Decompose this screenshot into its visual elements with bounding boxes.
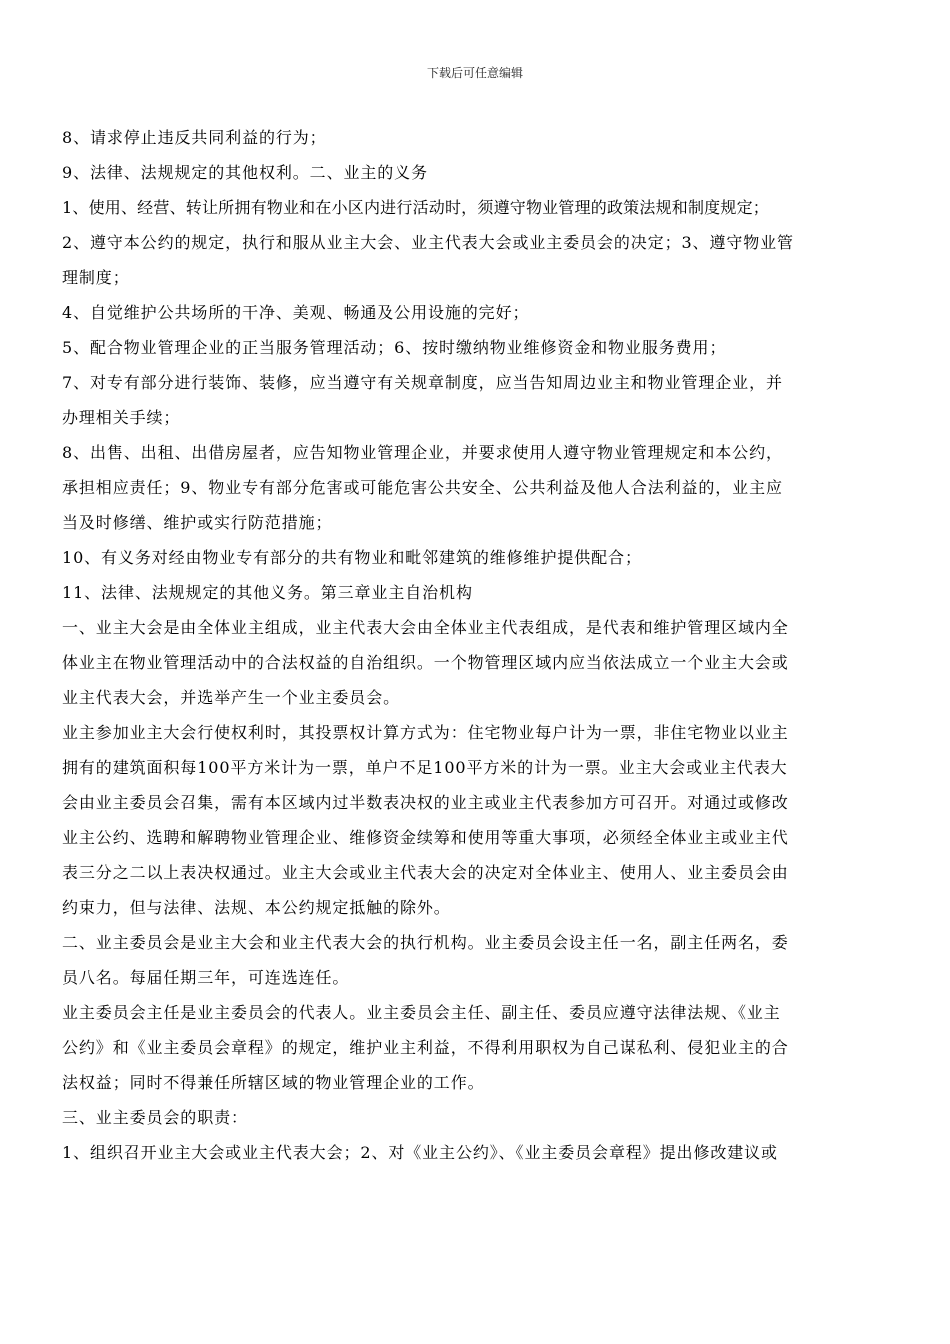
text-line: 承担相应责任；9、物业专有部分危害或可能危害公共安全、公共利益及他人合法利益的，业主应 [62,478,783,497]
text-line: 体业主在物业管理活动中的合法权益的自治组织。一个物管理区域内应当依法成立一个业主大会或 [62,653,789,672]
text-line: 员八名。每届任期三年，可连选连任。 [62,968,350,987]
text-line: 三、业主委员会的职责： [62,1108,248,1127]
text-line: 法权益；同时不得兼任所辖区域的物业管理企业的工作。 [62,1073,485,1092]
text-line: 7、对专有部分进行装饰、装修，应当遵守有关规章制度，应当告知周边业主和物业管理企业，并 [62,373,783,392]
text-line: 8、请求停止违反共同利益的行为； [62,128,327,147]
document-body [62,120,886,1170]
text-line: 约束力，但与法律、法规、本公约规定抵触的除外。 [62,898,451,917]
text-line: 8、出售、出租、出借房屋者，应告知物业管理企业，并要求使用人遵守物业管理规定和本公约， [62,443,783,462]
text-line: 2、遵守本公约的规定，执行和服从业主大会、业主代表大会或业主委员会的决定；3、遵守物业管 [62,233,794,252]
text-line: 11、法律、法规规定的其他义务。第三章业主自治机构 [62,583,473,602]
text-line: 一、业主大会是由全体业主组成，业主代表大会由全体业主代表组成，是代表和维护管理区域内全 [62,618,789,637]
text-line: 表三分之二以上表决权通过。业主大会或业主代表大会的决定对全体业主、使用人、业主委员会由 [62,863,789,882]
text-line: 公约》和《业主委员会章程》的规定，维护业主利益，不得利用职权为自己谋私利、侵犯业主的合 [62,1038,789,1057]
text-line: 当及时修缮、维护或实行防范措施； [62,513,333,532]
text-line: 业主公约、选聘和解聘物业管理企业、维修资金续筹和使用等重大事项，必须经全体业主或业主代 [62,828,789,847]
text-line: 5、配合物业管理企业的正当服务管理活动；6、按时缴纳物业维修资金和物业服务费用； [62,338,727,357]
text-line: 4、自觉维护公共场所的干净、美观、畅通及公用设施的完好； [62,303,530,322]
text-line: 业主委员会主任是业主委员会的代表人。业主委员会主任、副主任、委员应遵守法律法规、《业主 [62,1003,781,1022]
text-line: 1、使用、经营、转让所拥有物业和在小区内进行活动时，须遵守物业管理的政策法规和制度规定； [62,198,769,217]
text-line: 9、法律、法规规定的其他权利。二、业主的义务 [62,163,428,182]
page-header: 下载后可任意编辑 [426,66,523,80]
text-line: 业主代表大会，并选举产生一个业主委员会。 [62,688,401,707]
text-line: 理制度； [62,268,130,287]
text-line: 办理相关手续； [62,408,181,427]
text-line: 业主参加业主大会行使权利时，其投票权计算方式为：住宅物业每户计为一票，非住宅物业以业主 [62,723,789,742]
text-line: 会由业主委员会召集，需有本区域内过半数表决权的业主或业主代表参加方可召开。对通过或修改 [62,793,789,812]
text-line: 拥有的建筑面积每100平方米计为一票，单户不足100平方米的计为一票。业主大会或业主代表大 [62,758,788,777]
text-line: 1、组织召开业主大会或业主代表大会；2、对《业主公约》、《业主委员会章程》提出修改建议或 [62,1143,778,1162]
text-line: 二、业主委员会是业主大会和业主代表大会的执行机构。业主委员会设主任一名，副主任两名，委 [62,933,789,952]
text-line: 10、有义务对经由物业专有部分的共有物业和毗邻建筑的维修维护提供配合； [62,548,642,567]
